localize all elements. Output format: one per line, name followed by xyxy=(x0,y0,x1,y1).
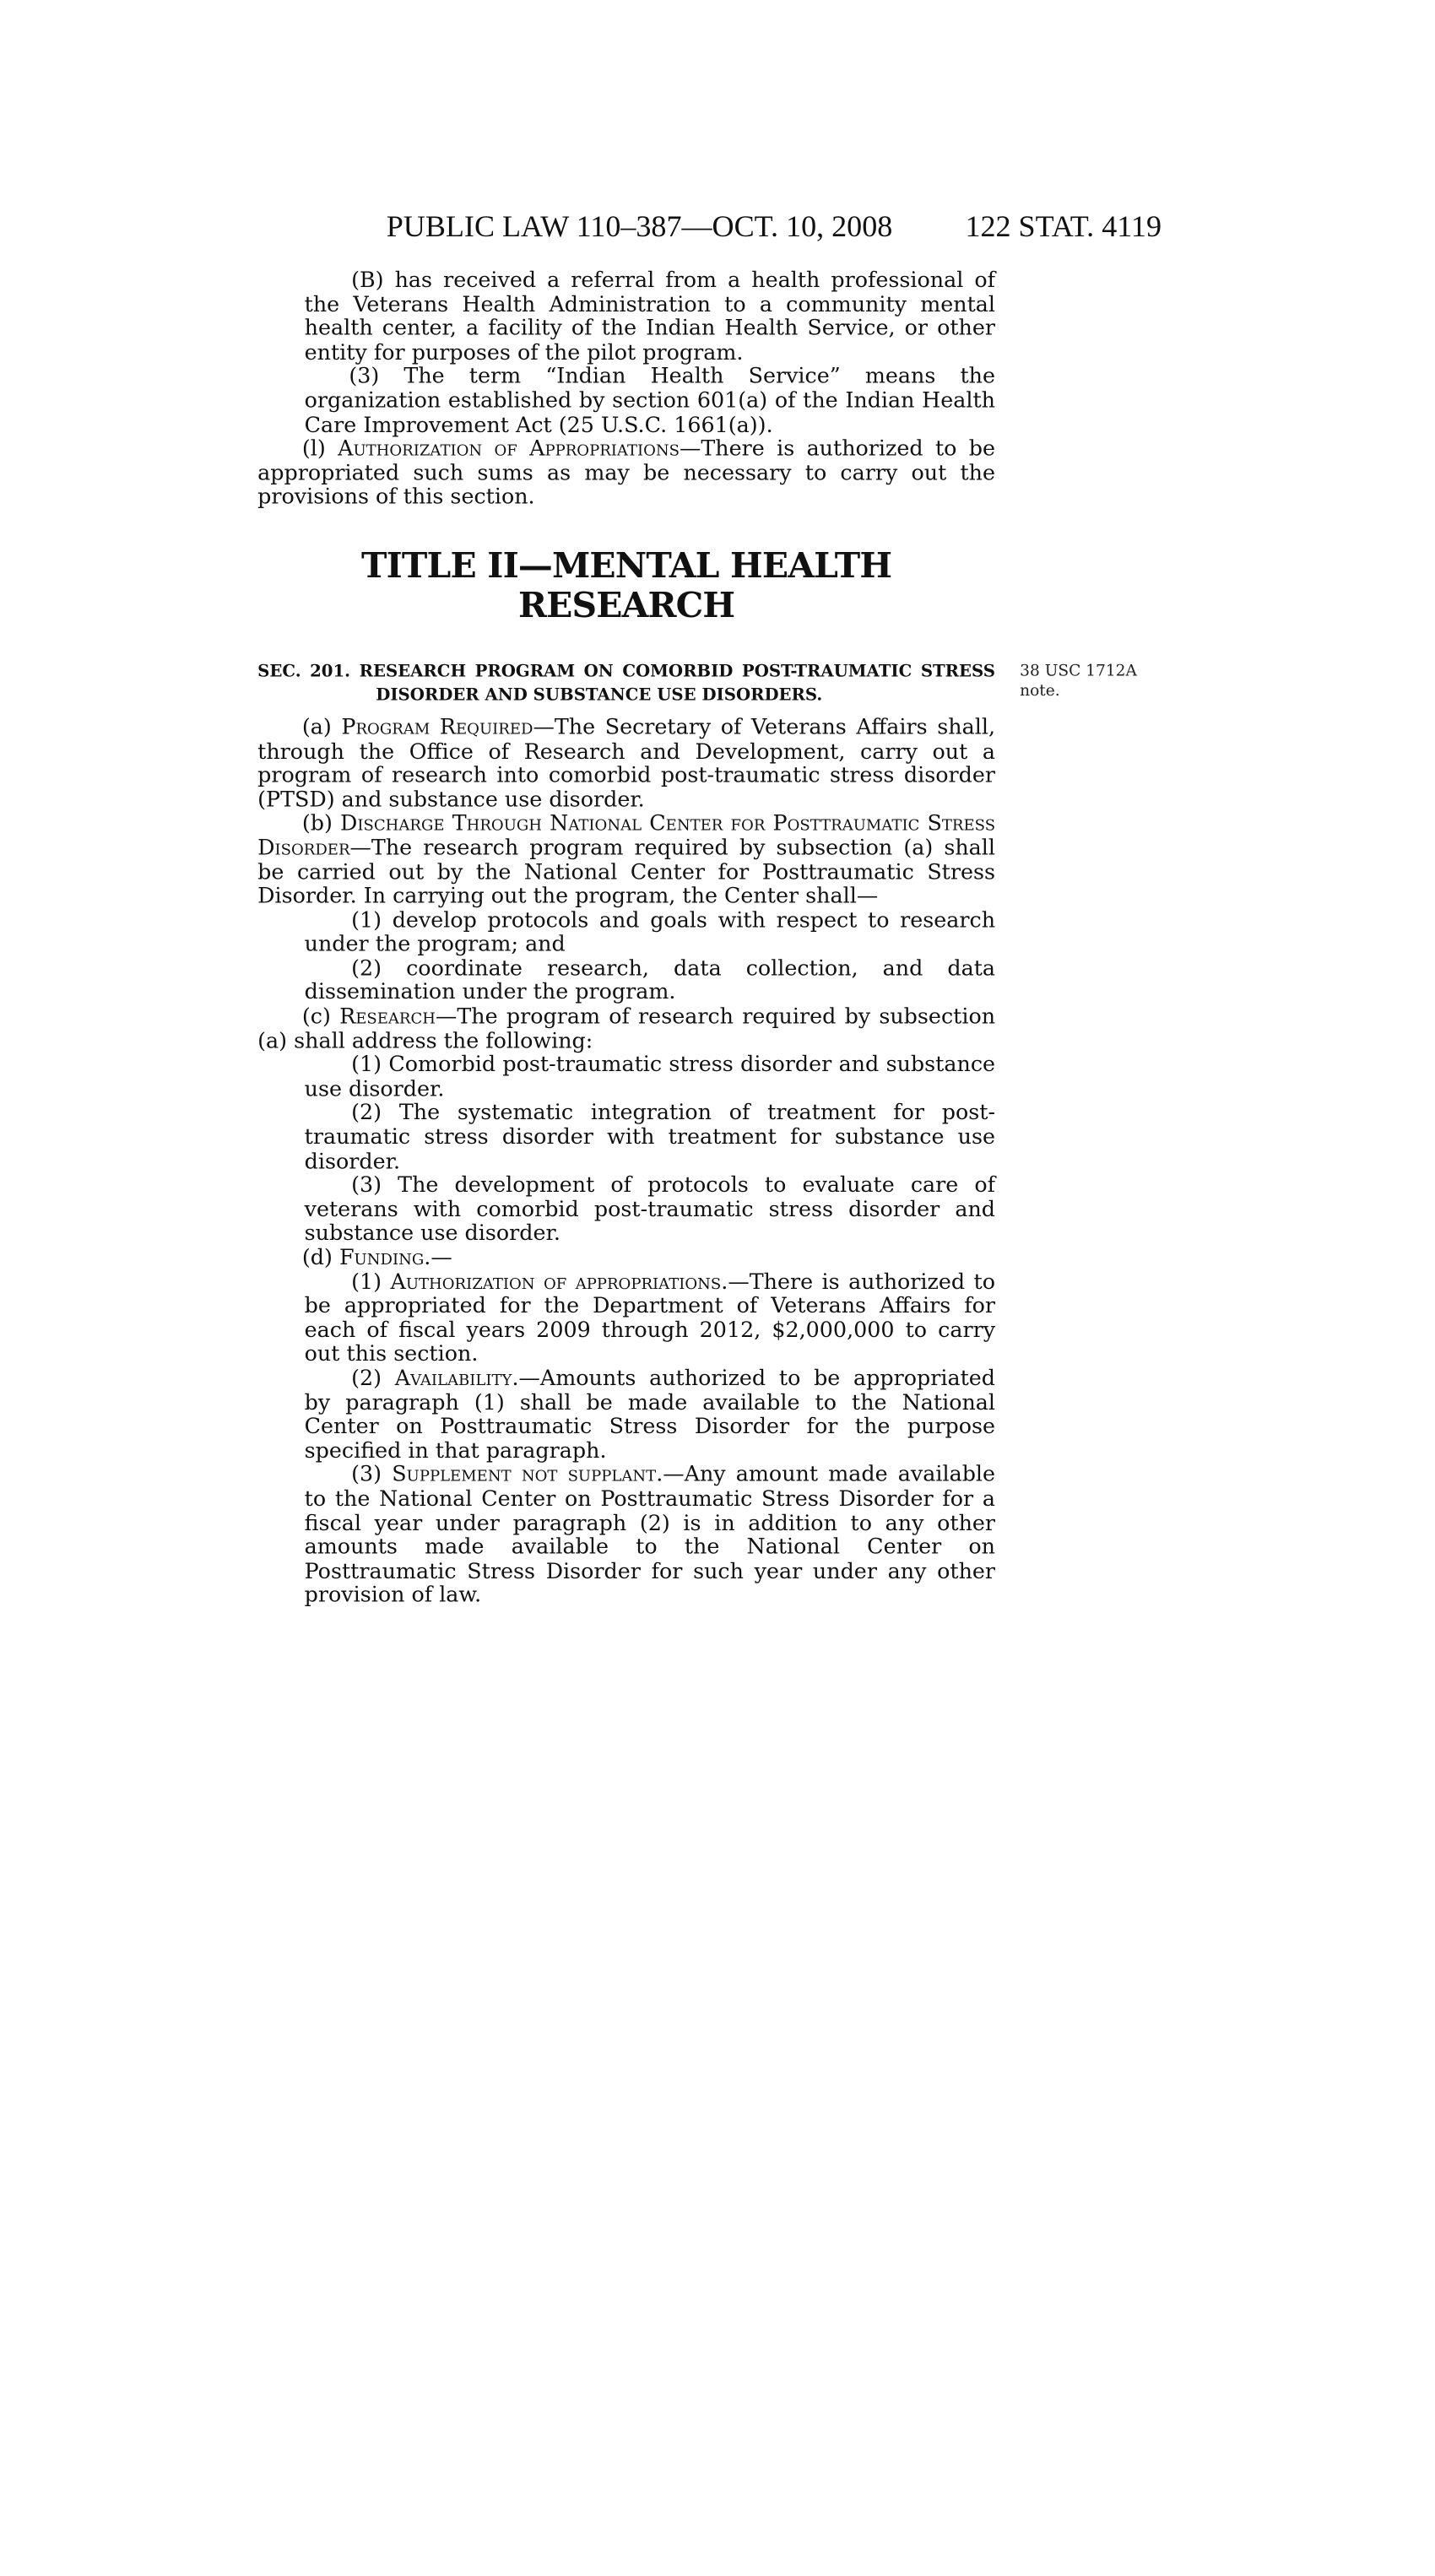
subsection-l-text: —There is authorized to be appropriated such sums as may be necessary to carry out the provisions of this section. xyxy=(257,436,996,510)
header-public-law: PUBLIC LAW 110–387—OCT. 10, 2008 xyxy=(386,209,893,244)
subsection-d xyxy=(257,1247,995,1271)
subsection-a-text: —The Secretary of Veterans Affairs shall, through the Office of Research and Development, carry out a program of research into comorbid post-traumatic stress disorder (PTSD) and substance use disorder. xyxy=(257,715,996,813)
subsection-d-heading: Funding xyxy=(338,1245,425,1271)
header-stat-page: 122 STAT. 4119 xyxy=(965,209,1162,244)
subsection-c-item-1: (1) Comorbid post-traumatic stress disorder and substance use disorder. xyxy=(304,1053,996,1102)
subsection-b-item-2: (2) coordinate research, data collection, and data dissemination under the program. xyxy=(304,956,996,1005)
d-item-1-label: (1) xyxy=(351,1269,382,1295)
subsection-b-text: —The research program required by subsection (a) shall be carried out by the National Center for Posttraumatic Stress Disorder. In carrying out the program, the Center shall— xyxy=(257,836,996,909)
d-item-2-label: (2) xyxy=(351,1366,382,1391)
subsection-l xyxy=(257,438,995,511)
document-body xyxy=(257,268,1137,1609)
subsection-d-label: (d) xyxy=(301,1245,333,1271)
subsection-c-label: (c) xyxy=(301,1004,331,1030)
d-item-3-heading: Supplement not supplant xyxy=(392,1462,657,1488)
section-201-block xyxy=(257,660,1137,706)
d-item-3-label: (3) xyxy=(351,1462,382,1488)
subsection-d-dash: .— xyxy=(424,1245,452,1271)
margin-citation-line1: 38 USC 1712A xyxy=(1020,663,1137,680)
subsection-d-item-3 xyxy=(257,1464,995,1608)
subsection-c-text: —The program of research required by subsection (a) shall address the following: xyxy=(257,1004,996,1053)
subsection-d-item-1 xyxy=(257,1271,995,1367)
subsection-l-label: (l) xyxy=(301,436,326,462)
d-item-2-text: .—Amounts authorized to be appropriated by paragraph (1) shall be made available to the National Center on Posttraumatic Stress Disorder for the purpose specified in that paragraph. xyxy=(304,1366,996,1464)
title-heading: TITLE II—MENTAL HEALTH RESEARCH xyxy=(361,544,892,625)
margin-citation-line2: note. xyxy=(1020,682,1060,701)
subsection-a xyxy=(257,717,995,813)
margin-citation xyxy=(1020,662,1137,701)
subsection-d-item-2 xyxy=(257,1367,995,1464)
subsection-b-heading: Discharge Through National Center for Posttraumatic Stress Disorder xyxy=(257,811,996,861)
d-item-3-text: .—Any amount made available to the National Center on Posttraumatic Stress Disorder for a fiscal year under paragraph (2) is in addition to any other amounts made available to the National Center on Posttraumatic Stress Disorder for such year under any other provision of law. xyxy=(304,1462,996,1608)
carryover-paragraph-b: (B) has received a referral from a health professional of the Veterans Health Administration to a community mental health center, a facility of the Indian Health Service, or other entity for purposes of the pilot program. xyxy=(304,268,996,365)
subsection-c-heading: Research xyxy=(339,1004,436,1030)
subsection-a-label: (a) xyxy=(301,715,332,740)
d-item-1-heading: Authorization of appropriations xyxy=(390,1269,722,1295)
subsection-l-heading: Authorization of Appropriations xyxy=(338,436,680,462)
section-heading: SEC. 201. RESEARCH PROGRAM ON COMORBID POST-TRAUMATIC STRESS DISORDER AND SUBSTANCE USE DISORDERS. xyxy=(257,663,996,705)
d-item-1-text: .—There is authorized to be appropriated for the Department of Veterans Affairs for each of fiscal years 2009 through 2012, $2,000,000 to carry out this section. xyxy=(304,1269,996,1367)
carryover-paragraph-3: (3) The term “Indian Health Service” means the organization established by section 601(a) of the Indian Health Care Improvement Act (25 U.S.C. 1661(a)). xyxy=(304,364,996,438)
subsection-c xyxy=(257,1006,995,1054)
subsection-a-heading: Program Required xyxy=(341,715,533,740)
d-item-2-heading: Availability xyxy=(394,1366,512,1391)
subsection-b-item-1: (1) develop protocols and goals with respect to research under the program; and xyxy=(304,907,996,957)
subsection-b xyxy=(257,813,995,909)
subsection-c-item-2: (2) The systematic integration of treatment for post-traumatic stress disorder with treatment for substance use disorder. xyxy=(304,1101,996,1174)
running-header xyxy=(351,209,1162,245)
subsection-c-item-3: (3) The development of protocols to evaluate care of veterans with comorbid post-traumatic stress disorder and substance use disorder. xyxy=(304,1173,996,1247)
subsection-b-label: (b) xyxy=(301,811,333,836)
